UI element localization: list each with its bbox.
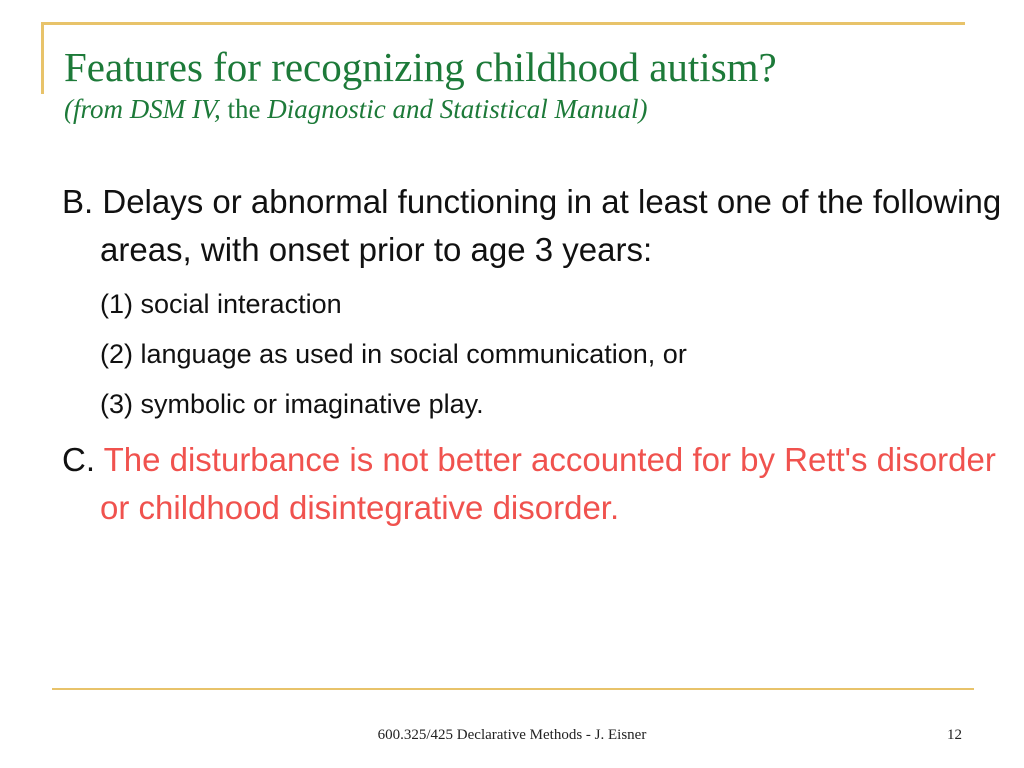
slide-body [62, 178, 1002, 544]
slide-subtitle [64, 92, 984, 126]
section-b-marker: B. [62, 183, 94, 220]
subtitle-prefix: (from DSM IV, [64, 94, 228, 124]
section-b-item-1: (1) social interaction [100, 289, 342, 319]
section-b-text: Delays or abnormal functioning in at least one of the following areas, with onset prior to age 3 years: [100, 183, 1002, 268]
section-b [62, 178, 1002, 274]
bottom-horizontal-rule [52, 688, 974, 690]
footer-course: 600.325/425 Declarative Methods - J. Eisner [377, 727, 647, 743]
top-left-vertical-rule [41, 22, 44, 94]
section-b-item-3: (3) symbolic or imaginative play. [100, 389, 484, 419]
slide-title-block [64, 42, 984, 126]
top-horizontal-rule [41, 22, 965, 25]
page-number: 12 [947, 727, 962, 743]
section-b-item-2: (2) language as used in social communication, or [100, 339, 687, 369]
subtitle-suffix: Diagnostic and Statistical Manual) [260, 94, 648, 124]
slide-title: Features for recognizing childhood autism? [64, 44, 777, 90]
section-c [62, 436, 1002, 532]
section-c-text: The disturbance is not better accounted for by Rett's disorder or childhood disintegrative disorder. [100, 441, 996, 526]
section-c-marker: C. [62, 441, 95, 478]
subtitle-the: the [227, 94, 261, 124]
